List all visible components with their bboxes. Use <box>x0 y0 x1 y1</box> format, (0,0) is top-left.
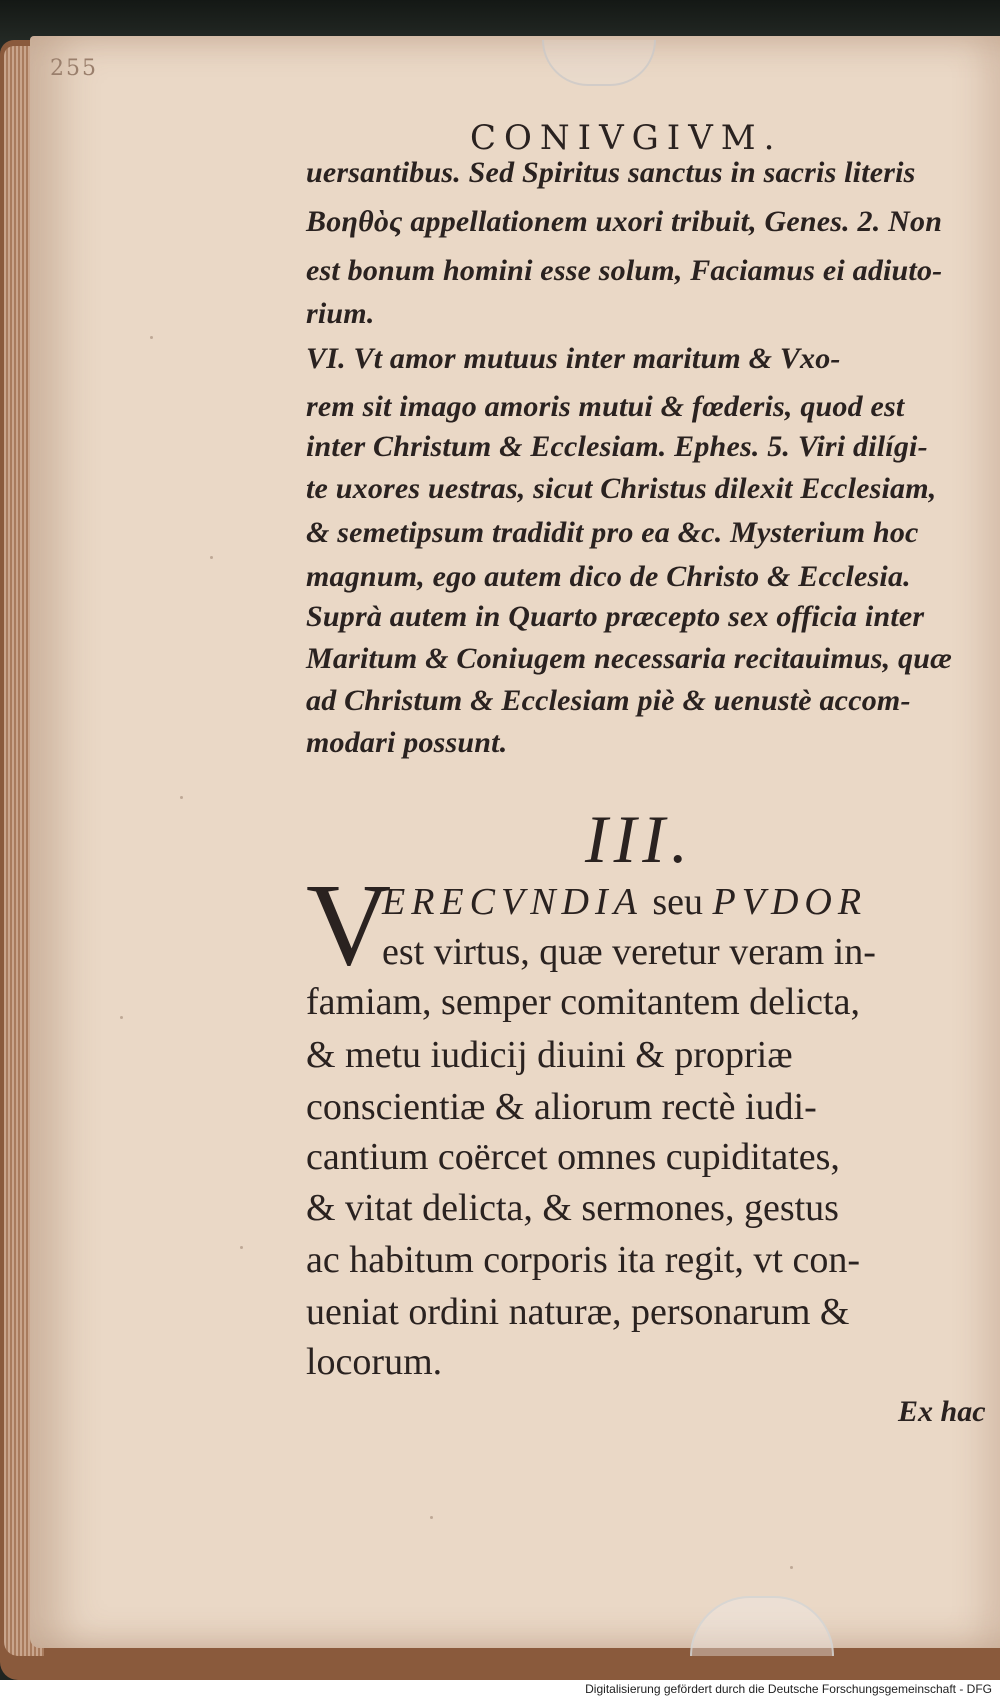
text-line: magnum, ego autem dico de Christo & Ecclesia. <box>306 560 911 593</box>
text-line: cantium coërcet omnes cupiditates, <box>306 1136 840 1178</box>
paper-fleck <box>790 1566 793 1569</box>
text-line: Maritum & Coniugem necessaria recitauimus, quæ <box>306 642 952 675</box>
connector-word: seu <box>642 881 713 923</box>
catchword: Ex hac <box>898 1395 986 1428</box>
text-line: ad Christum & Ecclesiam piè & uenustè accom- <box>306 684 911 717</box>
text-line: locorum. <box>306 1341 443 1383</box>
text-line: ac habitum corporis ita regit, vt con- <box>306 1239 860 1281</box>
paper-fleck <box>240 1246 243 1249</box>
text-line: modari possunt. <box>306 726 508 759</box>
lead-word: ERECVNDIA <box>382 881 643 923</box>
paper-fleck <box>180 796 183 799</box>
text-line: conscientiæ & aliorum rectè iudi- <box>306 1086 817 1128</box>
footer-credit: Digitalisierung gefördert durch die Deutsche Forschungsgemeinschaft - DFG <box>585 1682 992 1696</box>
text-line: ueniat ordini naturæ, personarum & <box>306 1291 850 1333</box>
text-line: est virtus, quæ veretur veram in- <box>382 931 876 973</box>
text-line-first <box>382 880 867 924</box>
text-line: inter Christum & Ecclesiam. Ephes. 5. Viri dilígi- <box>306 430 928 463</box>
drop-cap: V <box>306 859 392 990</box>
text-line: & vitat delicta, & sermones, gestus <box>306 1187 839 1229</box>
text-line: est bonum homini esse solum, Faciamus ei adiuto- <box>306 254 943 287</box>
text-line: Βοηθὸς appellationem uxori tribuit, Genes. 2. Non <box>306 205 943 238</box>
paper-fleck <box>430 1516 433 1519</box>
folio-mark: 255 <box>50 56 98 81</box>
running-head: CONIVGIVM. <box>470 118 783 158</box>
text-line: te uxores uestras, sicut Christus dilexit Ecclesiam, <box>306 472 937 505</box>
lead-word-2: PVDOR <box>712 881 868 923</box>
text-line: Suprà autem in Quarto præcepto sex officia inter <box>306 600 925 633</box>
text-line: VI. Vt amor mutuus inter maritum & Vxo- <box>306 342 841 375</box>
section-heading: III. <box>585 801 694 877</box>
text-line: famiam, semper comitantem delicta, <box>306 981 860 1023</box>
text-line: uersantibus. Sed Spiritus sanctus in sacris literis <box>306 156 916 189</box>
text-line: & metu iudicij diuini & propriæ <box>306 1034 793 1076</box>
text-line: rium. <box>306 297 375 330</box>
text-line: & semetipsum tradidit pro ea &c. Mysterium hoc <box>306 516 919 549</box>
paper-fleck <box>210 556 213 559</box>
text-line: rem sit imago amoris mutui & fœderis, quod est <box>306 390 905 423</box>
paper-fleck <box>120 1016 123 1019</box>
paper-fleck <box>150 336 153 339</box>
